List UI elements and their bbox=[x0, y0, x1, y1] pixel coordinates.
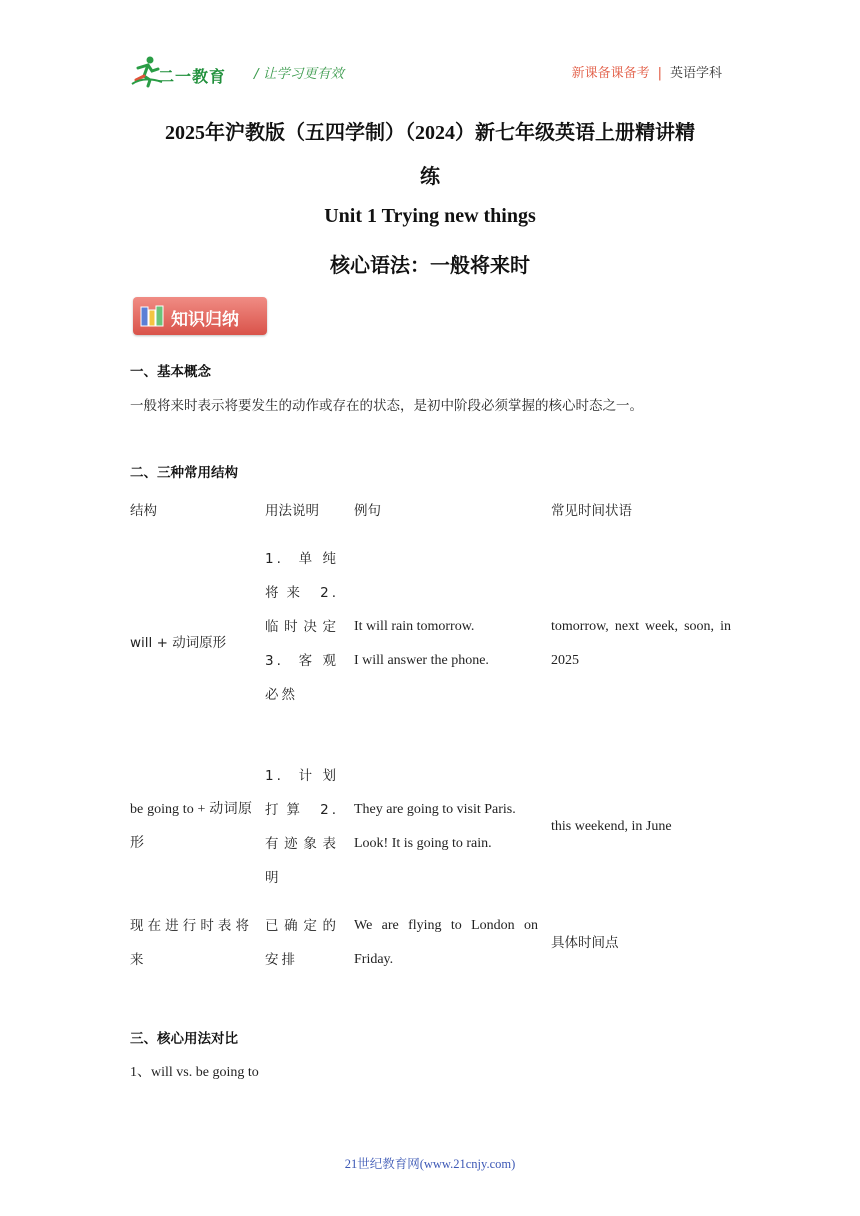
section3-item1: 1、will vs. be going to bbox=[130, 1065, 259, 1080]
row2-time: this weekend, in June bbox=[551, 819, 672, 834]
row1-time: tomorrow, next week, soon, in 2025 bbox=[551, 619, 731, 668]
badge-label: 知识归纳 bbox=[171, 310, 239, 330]
col-header-examples: 例句 bbox=[354, 503, 381, 519]
header-right-label: 新课备课备考 bbox=[571, 66, 650, 81]
section1-text: 一般将来时表示将要发生的动作或存在的状态，是初中阶段必须掌握的核心时态之一。 bbox=[130, 398, 643, 414]
doc-title-line1: 2025年沪教版（五四学制）（2024）新七年级英语上册精讲精 bbox=[165, 122, 695, 144]
page-footer[interactable]: 21世纪教育网(www.21cnjy.com) bbox=[344, 1157, 516, 1171]
row2-examples: They are going to visit Paris. Look! It is going to rain. bbox=[354, 802, 516, 851]
unit-title: Unit 1 Trying new things bbox=[324, 205, 536, 227]
topic-title: 核心语法：一般将来时 bbox=[330, 255, 530, 277]
books-icon bbox=[139, 304, 165, 328]
knowledge-badge bbox=[133, 297, 267, 335]
section3-heading: 三、核心用法对比 bbox=[130, 1031, 238, 1047]
section1-heading: 一、基本概念 bbox=[130, 364, 211, 380]
header-right bbox=[572, 62, 722, 81]
row1-usage: 1. 单纯将来 2. 临时决定 3. 客观必然 bbox=[265, 551, 339, 703]
site-logo[interactable] bbox=[130, 54, 240, 90]
logo-text: 二一教育 bbox=[158, 67, 227, 86]
col-header-usage: 用法说明 bbox=[265, 503, 319, 519]
col-header-structure: 结构 bbox=[130, 503, 157, 519]
row2-structure: be going to + 动词原形 bbox=[130, 802, 252, 851]
row3-structure: 现在进行时表将来 bbox=[130, 918, 252, 968]
doc-title-line2: 练 bbox=[420, 166, 440, 188]
header-separator: | bbox=[657, 66, 662, 81]
row3-examples: We are flying to London on Friday. bbox=[354, 918, 538, 967]
row1-examples: It will rain tomorrow. I will answer the phone. bbox=[354, 619, 489, 668]
section2-heading: 二、三种常用结构 bbox=[130, 465, 238, 481]
col-header-time: 常见时间状语 bbox=[551, 503, 632, 519]
row3-usage: 已确定的安排 bbox=[265, 918, 339, 968]
row3-time: 具体时间点 bbox=[551, 935, 619, 951]
page-header bbox=[0, 0, 860, 96]
row1-structure: will + 动词原形 bbox=[130, 635, 227, 651]
row2-usage: 1. 计划打算 2. 有迹象表明 bbox=[265, 768, 339, 886]
header-subject: 英语学科 bbox=[669, 66, 722, 81]
slogan: / 让学习更有效 bbox=[254, 66, 344, 82]
